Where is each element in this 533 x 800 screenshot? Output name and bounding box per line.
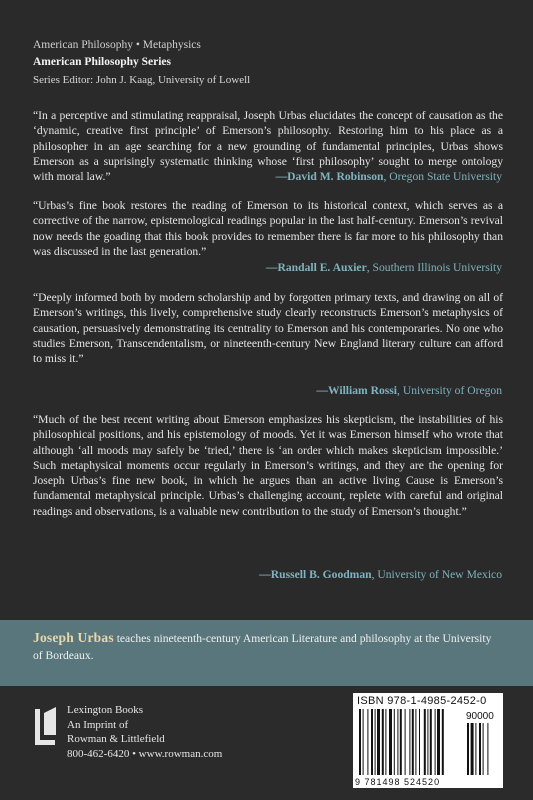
barcode-bar xyxy=(467,723,469,775)
publisher-line: An Imprint of xyxy=(67,718,129,731)
publisher-line: Lexington Books xyxy=(67,704,144,716)
barcode-bar xyxy=(409,709,410,775)
barcode-bar xyxy=(367,709,368,775)
barcode-bar xyxy=(471,723,474,775)
isbn-number: ISBN 978-1-4985-2452-0 xyxy=(357,695,487,707)
barcode-bar xyxy=(412,709,414,775)
endorsement-quote: “Much of the best recent writing about Emerson emphasizes his skepticism, the instabilities of his philosophical positions, and his epistemology of moods. Yet it was Emerson himself who wrote that although ‘all moods may safely be ‘tried,’ there is ‘an order which makes skepticism impossible.’ Such metaphysical moments occur regularly in Emerson’s writings, and they are the opening for Joseph Urbas’s fine new book, in which he argues than an active living Cause is Emerson’s fundamental metaphysical principle. Urbas’s challenging account, replete with careful and original readings and observations, is a valuable new contribution to the study of Emerson’s thought.” xyxy=(33,413,503,518)
author-bio xyxy=(33,629,503,664)
endorsement-quote: “Urbas’s fine book restores the reading of Emerson to its historical context, which serves as a corrective of the narrow, epistemological readings popular in the last half-century. Emerson’s revival now needs the goading that this book provides to remember there is far more to his philosophy than was discussed in the last generation.” xyxy=(33,199,503,258)
endorsement-attribution xyxy=(259,568,502,581)
endorser-affiliation: , Oregon State University xyxy=(383,170,502,183)
price-code: 90000 xyxy=(466,711,494,722)
barcode-bar xyxy=(424,709,426,775)
barcode-bar xyxy=(435,709,436,775)
endorsement-attribution xyxy=(316,384,502,397)
barcode-bar xyxy=(394,709,395,775)
barcode-bar xyxy=(430,709,432,775)
endorser-name: —David M. Robinson xyxy=(275,170,384,183)
publisher-line: Rowman & Littlefield xyxy=(67,733,165,745)
barcode-bar xyxy=(415,709,416,775)
lexington-books-logo-icon xyxy=(32,707,60,751)
barcode-bar xyxy=(487,723,488,775)
barcode-bar xyxy=(371,709,373,775)
barcode-bar xyxy=(427,709,428,775)
barcode-bar xyxy=(483,723,484,775)
author-bio-text: teaches nineteenth-century American Literature and philosophy at the University of Bordeaux. xyxy=(33,632,492,662)
barcode-bar xyxy=(419,709,420,775)
endorsement-attribution xyxy=(276,170,502,183)
barcode-bar xyxy=(363,709,364,775)
endorsement-attribution xyxy=(266,261,502,274)
barcode-bars xyxy=(359,709,499,777)
barcode-bar xyxy=(385,709,386,775)
endorsement-quote: “In a perceptive and stimulating reappraisal, Joseph Urbas elucidates the concept of causation as the ‘dynamic, creative first principle’ of Emerson’s philosophy. Restoring him to his place as a philosopher in an age searching for a new grounding of fundamental principles, Urbas shows Emerson as a suprisingly systematic thinking whose ‘first philosophy’ sought to merge ontology with moral law.” xyxy=(33,109,503,184)
barcode-bar xyxy=(375,709,376,775)
barcode-bar xyxy=(400,709,402,775)
barcode-bar xyxy=(437,709,440,775)
barcode-bar xyxy=(397,709,398,775)
barcode-bar xyxy=(389,709,392,775)
barcode-bar xyxy=(377,709,380,775)
endorser-affiliation: , University of Oregon xyxy=(397,384,502,397)
endorser-affiliation: , Southern Illinois University xyxy=(366,261,502,274)
publisher-info xyxy=(67,703,222,761)
author-name: Joseph Urbas xyxy=(33,630,114,645)
series-editor: Series Editor: John J. Kaag, University of Lowell xyxy=(33,74,251,86)
endorser-name: —Randall E. Auxier xyxy=(265,261,367,274)
barcode-bar xyxy=(359,709,361,775)
series-title: American Philosophy Series xyxy=(33,56,171,68)
endorsement-quote: “Deeply informed both by modern scholarship and by forgotten primary texts, and drawing on all of Emerson’s writings, this lively, comprehensive study clearly reconstructs Emerson’s metaphysics of causation, persuasively demonstrating its centrality to Emerson and his contemporaries. No one who studies Emerson, Transcendentalism, or nineteenth-century New England literary culture can afford to miss it.” xyxy=(33,291,503,366)
category-label: American Philosophy • Metaphysics xyxy=(33,39,201,51)
barcode-bar xyxy=(475,723,476,775)
barcode-bar xyxy=(382,709,384,775)
barcode-digits: 9 781498 524520 xyxy=(355,777,441,787)
barcode-bar xyxy=(479,723,481,775)
publisher-footer xyxy=(0,686,533,800)
isbn-barcode-box xyxy=(353,693,503,788)
author-bio-band xyxy=(0,620,533,686)
endorser-name: —Russell B. Goodman xyxy=(259,568,372,581)
endorser-name: —William Rossi xyxy=(316,384,398,397)
publisher-contact: 800-462-6420 • www.rowman.com xyxy=(67,747,223,760)
endorser-affiliation: , University of New Mexico xyxy=(371,568,502,581)
barcode-bar xyxy=(405,709,406,775)
barcode-bar xyxy=(442,709,444,775)
